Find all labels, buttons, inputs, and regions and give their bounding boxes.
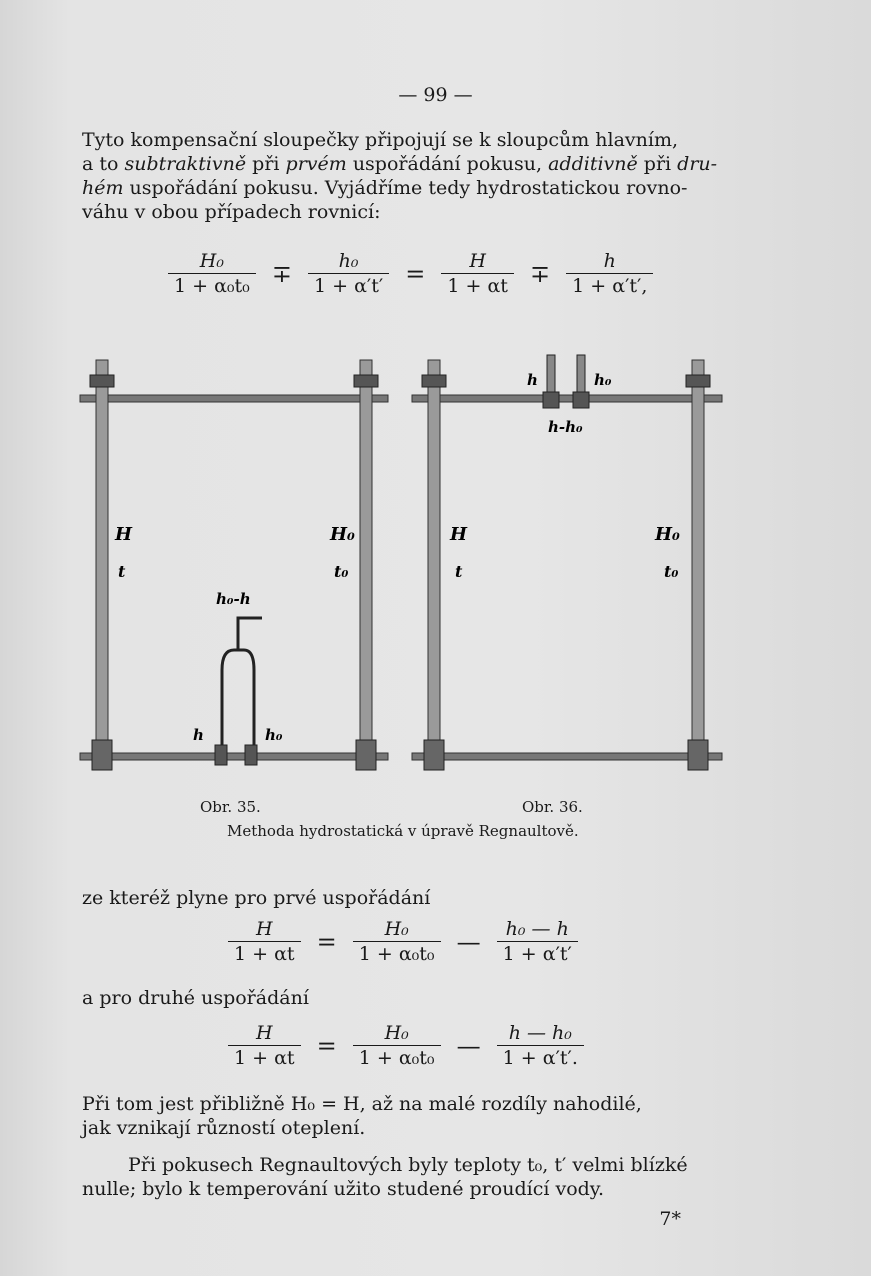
tube-joint [543,392,559,408]
text-span: při [637,153,678,175]
operator: ∓ [530,259,551,288]
emphasis: prvém [285,153,347,175]
column-clamp [90,375,114,387]
intro-line-1: Tyto kompensační sloupečky připojují se k sloupcům hlavním, [82,129,679,151]
numerator: H₀ [353,918,441,942]
numerator: H [228,1022,301,1046]
numerator: H [228,918,301,942]
bottom-crossbar [80,753,388,760]
fraction [497,1022,584,1069]
emphasis: additivně [548,153,638,175]
intro-line-4: váhu v obou případech rovnicí: [82,201,381,223]
equals-sign: = [405,259,426,288]
text-line: nulle; bylo k temperování užito studené proudící vody. [82,1178,605,1200]
signature-mark: 7* [659,1208,681,1230]
tube-foot [215,745,227,765]
equation-2 [222,918,584,965]
tube-foot [245,745,257,765]
label-h-minus-h0: h-h₀ [548,418,583,436]
column-base [356,740,376,770]
label-h0: h₀ [594,371,612,389]
label-h: h [193,726,204,744]
text-span: uspořádání pokusu. Vyjádříme tedy hydrostatickou rovno- [123,177,688,199]
text-line: Při pokusech Regnaultových byly teploty t₀, t′ velmi blízké [128,1154,688,1176]
text-span: uspořádání pokusu, [346,153,549,175]
fraction [168,250,256,297]
column-base [688,740,708,770]
fraction [441,250,514,297]
operator: — [456,1031,481,1060]
column-clamp [686,375,710,387]
denominator: 1 + α′t′ [502,943,572,965]
equals-sign: = [316,927,337,956]
tube-joint [573,392,589,408]
denominator: 1 + α′t′. [502,1047,578,1069]
text-line: jak vznikají růzností oteplení. [82,1117,366,1139]
left-column [96,360,108,770]
fraction [566,250,653,297]
caption-method: Methoda hydrostatická v úpravě Regnaultově. [227,822,579,840]
column-base [424,740,444,770]
label-t0: t₀ [664,562,679,581]
numerator: h — h₀ [497,1022,584,1046]
u-tube-outlet [238,618,262,650]
label-H0: H₀ [655,524,680,545]
emphasis: hém [82,177,124,199]
fraction [353,1022,441,1069]
bottom-crossbar [412,753,722,760]
denominator: 1 + α′t′ [314,275,384,297]
label-H: H [450,524,468,545]
top-crossbar [80,395,388,402]
label-H0: H₀ [330,524,355,545]
fraction [497,918,578,965]
caption-obr36: Obr. 36. [522,798,583,816]
label-t: t [118,562,126,581]
u-tube [222,650,254,755]
emphasis: dru- [677,153,718,175]
numerator: h₀ — h [497,918,578,942]
column-base [92,740,112,770]
operator: ∓ [271,259,292,288]
text-span: při [246,153,286,175]
paragraph-prve: ze kteréž plyne pro prvé uspořádání [82,887,431,909]
apparatus-figure [0,340,871,790]
intro-line-3 [82,176,742,200]
equation-3 [222,1022,590,1069]
fraction [353,918,441,965]
left-column [428,360,440,770]
paragraph-regnault-cont [82,1177,742,1201]
intro-paragraph [82,128,742,224]
equation-1 [162,250,659,297]
denominator: 1 + α₀t₀ [174,275,250,297]
denominator: 1 + α₀t₀ [358,943,435,965]
denominator: 1 + αt [234,943,295,965]
page-number: — 99 — [398,84,473,106]
numerator: h [566,250,653,274]
fraction [308,250,389,297]
numerator: H₀ [168,250,256,274]
emphasis: subtraktivně [124,153,247,175]
label-t: t [455,562,463,581]
text-line: Při tom jest přibližně H₀ = H, až na malé rozdíly nahodilé, [82,1093,642,1115]
label-H: H [115,524,133,545]
paragraph-priblizne [82,1092,742,1140]
fraction [228,918,301,965]
column-clamp [354,375,378,387]
label-h: h [527,371,538,389]
text-span: a to [82,153,125,175]
top-crossbar [412,395,722,402]
paragraph-druhe: a pro druhé uspořádání [82,987,309,1009]
fraction [228,1022,301,1069]
label-t0: t₀ [334,562,349,581]
numerator: h₀ [308,250,389,274]
denominator: 1 + αt [447,275,508,297]
numerator: H [441,250,514,274]
column-clamp [422,375,446,387]
denominator: 1 + α₀t₀ [358,1047,435,1069]
right-column [692,360,704,770]
equals-sign: = [316,1031,337,1060]
label-h0: h₀ [265,726,283,744]
operator: — [456,927,481,956]
label-h0-minus-h: h₀-h [216,590,251,608]
caption-obr35: Obr. 35. [200,798,261,816]
right-column [360,360,372,770]
paragraph-regnault [82,1153,742,1177]
numerator: H₀ [353,1022,441,1046]
intro-line-2 [82,152,742,176]
denominator: 1 + αt [234,1047,295,1069]
denominator: 1 + α′t′, [572,275,648,297]
